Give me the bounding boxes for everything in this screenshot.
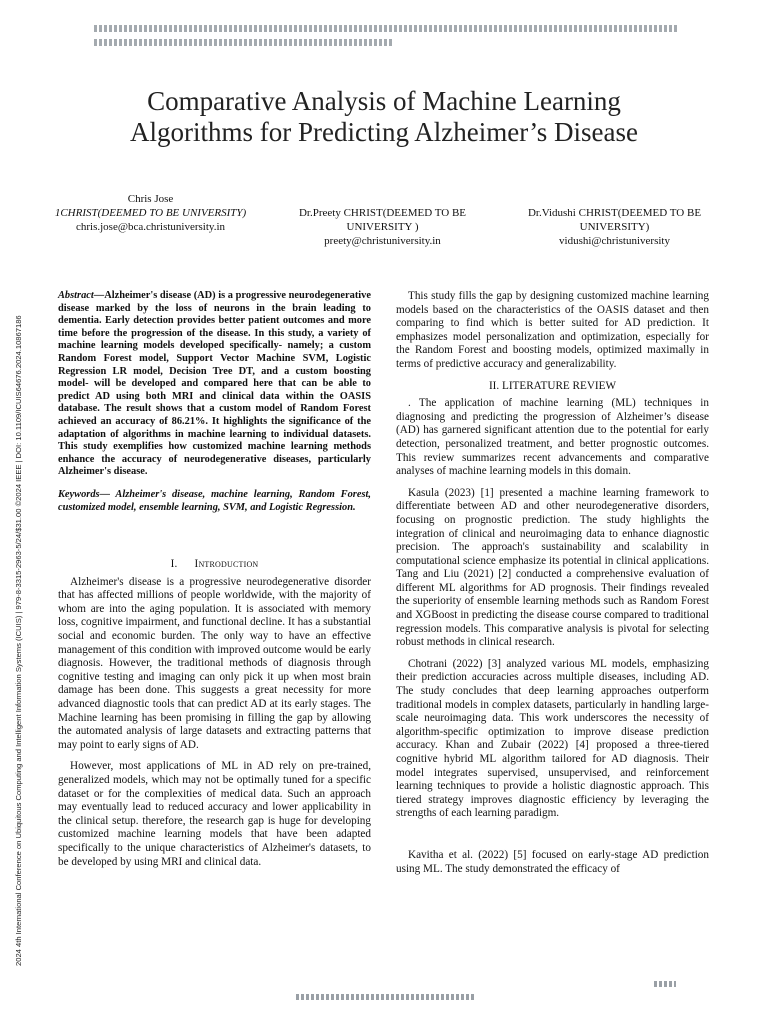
author-2 [270, 192, 495, 248]
section-number: I. [170, 558, 178, 571]
section-title: Introduction [194, 558, 259, 571]
header-placeholder-line-2 [94, 39, 394, 46]
author-name-affiliation: Dr.Vidushi CHRIST(DEEMED TO BE UNIVERSITY) [527, 207, 702, 233]
author-affiliation: 1CHRIST(DEEMED TO BE UNIVERSITY) [54, 207, 247, 219]
author-name: Chris Jose [127, 193, 174, 205]
study-paragraph: This study fills the gap by designing customized machine learning models based on the characteristics of the OASIS dataset and then comparing to find which is better suited for AD prediction. It emphasizes model personalization and optimization, especially for the Random Forest and boosting models, optimized maximally in terms of predictive accuracy and generalizability. [396, 290, 709, 370]
lit-paragraph-1: . The application of machine learning (ML) techniques in diagnosing and predicting the progression of Alzheimer’s disease (AD) has garnered significant attention due to the potential for early detection, personalized treatment, and better prognostic outcomes. This review summarizes recent advancements and comparative analyses of machine learning models in this domain. [396, 397, 709, 478]
intro-paragraph-2: However, most applications of ML in AD rely on pre-trained, generalized models, which may not be optimally tuned for a specific dataset or for the complexities of medical data. Such an approach may eventually lead to reduced accuracy and lower applicability in the clinical setup. therefore, the research gap is huge for developing customized machine learning models that have been adapted specifically to the unique characteristics of Alzheimer's datasets, to be developed by using MRI and clinical data. [58, 760, 371, 868]
title-line-2: Algorithms for Predicting Alzheimer’s Disease [130, 117, 638, 147]
title-line-1: Comparative Analysis of Machine Learning [147, 86, 621, 116]
author-1 [38, 192, 263, 248]
conference-side-note [2, 186, 23, 986]
lit-paragraph-4: Kavitha et al. (2022) [5] focused on early-stage AD prediction using ML. The study demonstrated the efficacy of [396, 848, 709, 875]
section-heading-introduction [58, 558, 371, 572]
author-3 [502, 192, 727, 248]
author-email: chris.jose@bca.christuniversity.in [75, 221, 226, 233]
author-block [38, 192, 726, 248]
abstract-body: —Alzheimer's disease (AD) is a progressive neurodegenerative disease marked by the loss of neurons in the brain leading to dementia. Early detection provides better patient outcomes and more time before the progression of the disease. In this study, a variety of machine learning models developed specifically- namely; a custom Random Forest model, Support Vector Machine SVM, Logistic Regression LR model, Decision Tree DT, and a custom boosting model- will be developed and compared here that can be able to predict AD using both MRI and clinical data within the OASIS database. The result shows that a custom model of Random Forest achieved an accuracy of 86.21%. It highlights the significance of the adaptation of algorithms in machine learning to individual datasets. This study exemplifies how customized machine learning methods enhance the accuracy of neurodegenerative diseases, particularly Alzheimer's disease. [58, 290, 371, 478]
right-column [396, 290, 709, 884]
abstract [58, 290, 371, 479]
paper-title [40, 86, 728, 148]
left-column [58, 290, 371, 877]
keywords [58, 489, 371, 514]
author-name-affiliation: Dr.Preety CHRIST(DEEMED TO BE UNIVERSITY ) [298, 207, 467, 233]
page-number-placeholder [654, 981, 676, 987]
lit-paragraph-3: Chotrani (2022) [3] analyzed various ML models, emphasizing their prediction accuracies across multiple diseases, including AD. The study concludes that deep learning approaches outperform traditional models in complex datasets, particularly in handling large-scale neuroimaging data. This work underscores the necessity of algorithm-specific optimization to improve disease prediction accuracy. Khan and Zubair (2022) [4] proposed a three-tiered cognitive hybrid ML algorithm tailored for AD diagnosis. Their model integrates supervised, unsupervised, and reinforcement learning techniques to provide a holistic diagnostic approach. This tiered strategy improves diagnostic efficiency by leveraging the strengths of each learning paradigm. [396, 657, 709, 820]
section-heading-literature-review: II. LITERATURE REVIEW [488, 379, 617, 392]
conference-citation: 2024 4th International Conference on Ubiquitous Computing and Intelligent Information Systems (ICUIS) | 979-8-3315-2963-5/24/$31.00 ©2024 IEEE | DOI: 10.1109/ICUIS64676.2024.10867186 [14, 315, 23, 966]
footer-placeholder-line [296, 994, 476, 1000]
keywords-body: — Alzheimer's disease, machine learning, Random Forest, customized model, ensemble learning, SVM, and Logistic Regression. [58, 488, 371, 513]
author-email: vidushi@christuniversity [559, 235, 670, 247]
keywords-lead: Keywords [58, 488, 100, 500]
author-email: preety@christuniversity.in [324, 235, 441, 247]
header-placeholder-line [94, 25, 678, 32]
intro-paragraph-1: Alzheimer's disease is a progressive neurodegenerative disorder that has affected millions of people worldwide, with the majority of whom are into the aging population. It is associated with memory loss, cognitive impairment, and functional decline. It has a substantial social and economic burden. The only way to have an effective management of this condition with improved outcome would be early diagnosis. However, the traditional methods of diagnosis through cognitive testing and imaging can only pick it up when most brain damage has been done. This suggests a great necessity for more advanced diagnostic tools that can predict AD at its early stages. The Machine learning has been promising in filling the gap by allowing the automated analysis of large datasets and extracting patterns that may point to early signs of AD. [58, 575, 371, 751]
lit-paragraph-2: Kasula (2023) [1] presented a machine learning framework to differentiate between AD and other neurodegenerative disorders, focusing on prognostic prediction. The study highlights the integration of clinical and neuroimaging data to enhance diagnostic precision. The approach's sustainability and scalability in computational science emphasize its potential in clinical applications. Tang and Liu (2021) [2] conducted a comprehensive evaluation of different ML algorithms for AD prognosis. Their findings revealed the superiority of ensemble learning methods such as Random Forest and XGBoost in predicting the disease course compared to traditional regression models. This comparative analysis is pivotal for selecting robust methods in clinical research. [396, 486, 709, 649]
abstract-lead: Abstract [58, 290, 94, 301]
